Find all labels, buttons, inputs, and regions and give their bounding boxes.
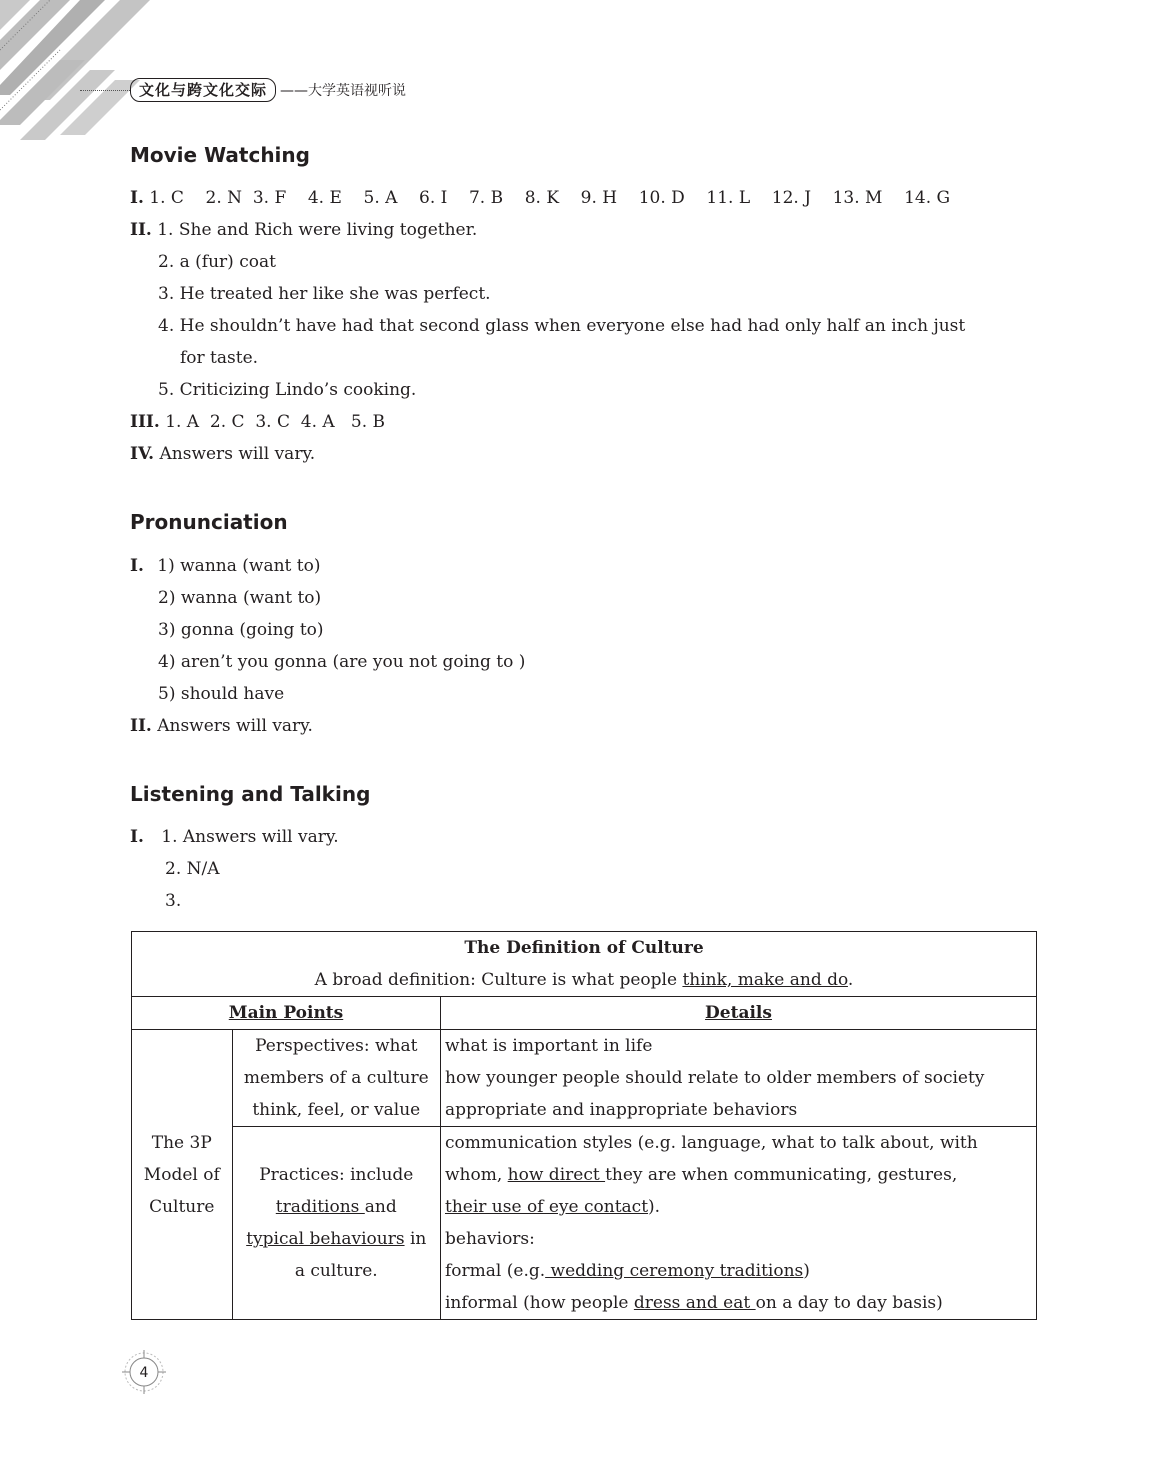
- col-header-main-points: [132, 997, 441, 1030]
- model-label-line: The 3P: [151, 1132, 212, 1153]
- lt-part1-item3: 3.: [165, 891, 182, 911]
- perspectives-label-cell: [232, 1030, 440, 1127]
- page-number-badge: [122, 1350, 166, 1394]
- practices-detail-text: informal (how people: [445, 1293, 634, 1313]
- section-heading-listening-talking: Listening and Talking: [130, 782, 371, 806]
- mw-part3-answers: 1. A 2. C 3. C 4. A 5. B: [165, 412, 386, 432]
- table-title-cell: [132, 932, 1037, 997]
- table-title: The Definition of Culture: [464, 938, 704, 958]
- col-header-details-text: Details: [705, 1003, 772, 1023]
- mw-part1-label: I.: [130, 188, 144, 208]
- pr-part1-item2: 2) wanna (want to): [158, 588, 322, 608]
- perspectives-details-cell: [441, 1030, 1037, 1127]
- mw-part2-answer: 1. She and Rich were living together.: [157, 220, 478, 240]
- col-header-details: [441, 997, 1037, 1030]
- practices-details-cell: [441, 1127, 1037, 1320]
- perspectives-detail: what is important in life: [445, 1036, 653, 1056]
- mw-part2-item5: 5. Criticizing Lindo’s cooking.: [158, 380, 417, 400]
- lt-part1-label: I.: [130, 827, 144, 847]
- practices-typical: typical behaviours: [246, 1229, 405, 1249]
- pr-part1-item4: 4) aren’t you gonna (are you not going to ): [158, 652, 526, 672]
- mw-part2-item2: 2. a (fur) coat: [158, 252, 276, 272]
- practices-detail: communication styles (e.g. language, what to talk about, with: [445, 1133, 978, 1153]
- lt-part1-item1: [130, 827, 339, 847]
- practices-detail-text: on a day to day basis): [755, 1293, 943, 1313]
- pr-part2: [130, 716, 313, 736]
- broad-definition-keywords: think, make and do: [682, 970, 848, 990]
- practices-label-line: a culture.: [294, 1261, 378, 1281]
- practices-detail: [445, 1191, 1032, 1223]
- broad-definition-text: A broad definition: Culture is what people: [314, 970, 683, 990]
- mw-part4: [130, 444, 315, 464]
- practices-detail: [445, 1287, 1032, 1319]
- mw-part1-answers: 1. C 2. N 3. F 4. E 5. A 6. I 7. B 8. K 9. H 10. D 11. L 12. J 13. M 14. G: [149, 188, 951, 208]
- perspectives-label-line: Perspectives: what: [255, 1036, 418, 1056]
- mw-part3: [130, 412, 385, 432]
- perspectives-detail: how younger people should relate to older members of society: [445, 1068, 985, 1088]
- practices-detail-underlined: wedding ceremony traditions: [545, 1261, 804, 1281]
- culture-definition-table: [131, 931, 1037, 1320]
- practices-detail: behaviors:: [445, 1229, 535, 1249]
- practices-detail-text: they are when communicating, gestures,: [605, 1165, 958, 1185]
- practices-detail-text: ): [803, 1261, 810, 1281]
- mw-part3-label: III.: [130, 412, 160, 432]
- practices-label-cell: [232, 1127, 440, 1320]
- practices-detail-text: whom,: [445, 1165, 508, 1185]
- practices-label-line: [233, 1191, 440, 1223]
- mw-part2-item1: [130, 220, 477, 240]
- col-header-main-text: Main Points: [228, 1003, 344, 1023]
- practices-detail: [445, 1159, 1032, 1191]
- mw-part2-item3: 3. He treated her like she was perfect.: [158, 284, 491, 304]
- page-header: [130, 78, 406, 102]
- header-dotted-line: [80, 90, 130, 91]
- mw-part4-label: IV.: [130, 444, 155, 464]
- lt-answer: 1. Answers will vary.: [161, 827, 339, 847]
- page-number: 4: [139, 1365, 149, 1381]
- mw-part2-item4: 4. He shouldn’t have had that second glass when everyone else had had only half an inch just: [158, 316, 966, 336]
- practices-label-line: Practices: include: [259, 1165, 414, 1185]
- practices-in: in: [404, 1229, 427, 1249]
- mw-part2-label: II.: [130, 220, 152, 240]
- practices-traditions: traditions: [275, 1197, 365, 1217]
- series-title: 文化与跨文化交际: [130, 78, 276, 102]
- lt-part1-item2: 2. N/A: [165, 859, 220, 879]
- model-label-line: Model of: [143, 1164, 220, 1185]
- model-label-cell: [132, 1030, 233, 1320]
- mw-part4-answer: Answers will vary.: [159, 444, 316, 464]
- perspectives-label-line: think, feel, or value: [252, 1100, 421, 1120]
- pr-part2-label: II.: [130, 716, 152, 736]
- practices-detail-underlined: dress and eat: [633, 1293, 756, 1313]
- model-label-line: Culture: [149, 1196, 215, 1217]
- practices-and: and: [364, 1197, 397, 1217]
- practices-detail-underlined: how direct: [507, 1165, 606, 1185]
- broad-definition: [132, 964, 1036, 996]
- perspectives-detail: appropriate and inappropriate behaviors: [445, 1100, 798, 1120]
- mw-part2-item4-cont: for taste.: [180, 348, 259, 368]
- practices-detail: [445, 1255, 1032, 1287]
- practices-detail-underlined: their use of eye contact: [445, 1197, 649, 1217]
- pr-part1-item3: 3) gonna (going to): [158, 620, 324, 640]
- pr-answer: 1) wanna (want to): [157, 556, 321, 576]
- pr-part2-answer: Answers will vary.: [157, 716, 313, 736]
- pr-part1-label: I.: [130, 556, 144, 576]
- book-subtitle: ——大学英语视听说: [280, 83, 407, 99]
- broad-definition-end: .: [847, 970, 854, 990]
- section-heading-pronunciation: Pronunciation: [130, 510, 288, 534]
- practices-detail-text: ).: [648, 1197, 661, 1217]
- perspectives-label-line: members of a culture: [243, 1068, 429, 1088]
- section-heading-movie-watching: Movie Watching: [130, 143, 310, 167]
- practices-label-line: [233, 1223, 440, 1255]
- pr-part1-item1: [130, 556, 320, 576]
- pr-part1-item5: 5) should have: [158, 684, 285, 704]
- practices-detail-text: formal (e.g.: [445, 1261, 546, 1281]
- mw-part1: [130, 188, 950, 208]
